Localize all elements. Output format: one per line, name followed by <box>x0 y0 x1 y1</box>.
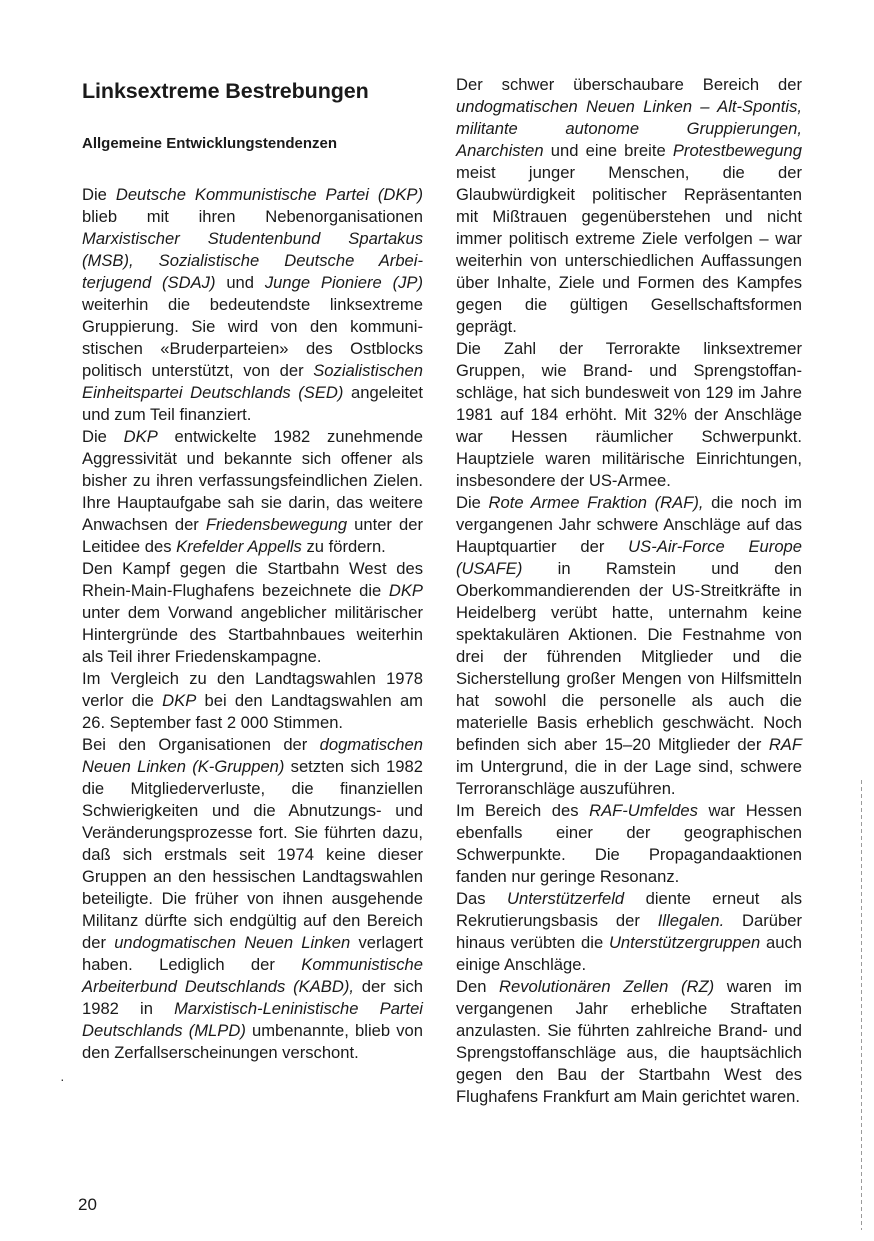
text-run: der sich 1982 in <box>82 977 423 1018</box>
section-subtitle: Allgemeine Entwicklungstendenzen <box>82 135 338 152</box>
italic-text: Revolutionären Zellen (RZ) <box>499 977 715 996</box>
page-title: Linksextreme Bestrebungen <box>82 79 369 103</box>
text-run: in Ramstein und den Oberkommandierenden der US-Streitkräfte in Heidelberg verübt hatte, unternahm keine spektakulären Aktionen. Die Festnahme von drei der führenden Mitglieder und die Sicherstellung großer Mengen von Hilfsmitteln hat sowohl die personelle als auch die materielle Basis erheblich geschwächt. Noch befinden sich aber 15–20 Mitglieder der <box>456 559 802 754</box>
italic-text: Marxistisch-Leninistische Partei Deutschlands (MLPD) <box>82 999 423 1040</box>
text-run: Die <box>456 493 489 512</box>
text-run: Der schwer überschaubare Bereich der <box>456 75 802 94</box>
text-run: zu fördern. <box>301 537 386 556</box>
text-run: waren im vergangenen Jahr erhebliche Straftaten anzulasten. Sie führten zahlreiche Brand- und Sprengstoffanschläge aus, die hauptsächlich gegen den Bau der Startbahn West des Flughafens Frankfurt am Main gerichtet waren. <box>456 977 802 1106</box>
italic-text: Rote Armee Fraktion (RAF), <box>488 493 704 512</box>
text-run: diente erneut als Rekrutierungsbasis der <box>456 889 802 930</box>
text-run: die noch im vergangenen Jahr schwere Anschläge auf das Hauptquartier der <box>456 493 803 556</box>
left-paragraphs <box>82 184 423 1064</box>
text-run: Den Kampf gegen die Startbahn West des Rhein-Main-Flughafens bezeichnete die <box>82 559 423 600</box>
text-run: entwickelte 1982 zunehmende Aggressivität und bekannte sich offener als bisher zu ihren verfassungsfeindlichen Zielen. Ihre Hauptaufgabe sah sie darin, das weitere Anwachsen der <box>82 427 423 534</box>
text-run: Die <box>82 427 124 446</box>
italic-text: dogmatischen Neuen Linken (K-Gruppen) <box>82 735 423 776</box>
text-run: war Hessen ebenfalls einer der geographischen Schwerpunkte. Die Propagandaaktionen fanden nur geringe Resonanz. <box>456 801 802 886</box>
text-run: angeleitet und zum Teil finanziert. <box>82 383 423 424</box>
text-run: und eine breite <box>543 141 673 160</box>
text-run: Den <box>456 977 500 996</box>
italic-text: DKP <box>123 427 158 446</box>
paragraph <box>456 800 802 888</box>
left-column <box>82 74 423 1064</box>
italic-text: Protestbewegung <box>672 141 802 160</box>
paragraph <box>456 492 802 800</box>
italic-text: undogmatischen Neuen Linken – Alt-Spontis, militante autonome Gruppierungen, Anarchisten <box>456 97 802 160</box>
italic-text: Unterstützerfeld <box>506 889 625 908</box>
scan-margin-line <box>861 780 862 1230</box>
margin-mark: · <box>60 1071 65 1087</box>
text-run: Im Vergleich zu den Landtagswahlen 1978 verlor die <box>82 669 423 710</box>
text-run: setzten sich 1982 die Mitgliederverluste, die finanziellen Schwierigkeiten und die Abnutzungs- und Veränderungsprozesse fort. Sie führten dazu, daß sich erstmals seit 1974 keine dieser Gruppen an den hessischen Landtagswahlen beteiligte. Die früher von ihnen ausgehende Militanz dürfte sich endgültig auf den Bereich der <box>82 757 423 952</box>
paragraph <box>82 558 423 668</box>
italic-text: RAF <box>768 735 802 754</box>
right-column <box>456 74 802 1108</box>
text-run: weiterhin die bedeutendste linksextreme Gruppierung. Sie wird von den kommunistischen «Bruderparteien» des Ostblocks politisch unterstützt, von der <box>82 295 423 380</box>
text-run: meist junger Menschen, die der Glaubwürdigkeit politischer Repräsentanten mit Mißtrauen gegenüberstehen und nicht immer politisch extreme Ziele verfolgen – war weiterhin von unterschiedlichen Auffassungen über Inhalte, Ziele und Formen des Kampfes gegen die gültigen Gesellschaftsformen geprägt. <box>456 163 802 336</box>
text-run: unter der Leitidee des <box>82 515 423 556</box>
paragraph <box>82 668 423 734</box>
italic-text: Kommunistische Arbeiterbund Deutschlands (KABD), <box>82 955 423 996</box>
italic-text: DKP <box>162 691 197 710</box>
paragraph <box>456 338 802 492</box>
text-run: und <box>215 273 265 292</box>
text-run: blieb mit ihren Nebenorganisationen <box>82 207 423 226</box>
italic-text: DKP <box>388 581 423 600</box>
italic-text: Marxistischer Studentenbund Spartakus (MSB), Sozialistische Deutsche Arbeiterjugend (SDAJ) <box>82 229 423 292</box>
text-run: verlagert haben. Lediglich der <box>82 933 423 974</box>
text-run: auch einige Anschläge. <box>456 933 802 974</box>
text-run: Darüber hinaus verübten die <box>456 911 802 952</box>
text-run: Im Bereich des <box>456 801 590 820</box>
text-run: Bei den Organisationen der <box>82 735 320 754</box>
italic-text: RAF-Umfeldes <box>589 801 698 820</box>
italic-text: undogmatischen Neuen Linken <box>114 933 351 952</box>
text-run: im Untergrund, die in der Lage sind, schwere Terroranschläge auszuführen. <box>456 757 802 798</box>
paragraph <box>82 734 423 1064</box>
text-run: Die Zahl der Terrorakte linksextremer Gruppen, wie Brand- und Sprengstoffanschläge, hat sich bundesweit von 129 im Jahre 1981 auf 184 erhöht. Mit 32% der Anschläge war Hessen räumlicher Schwerpunkt. Hauptziele waren militärische Einrichtungen, insbesondere der US-Armee. <box>456 339 802 490</box>
text-run: umbenannte, blieb von den Zerfallserscheinungen verschont. <box>82 1021 423 1062</box>
text-run: Die <box>82 185 116 204</box>
paragraph <box>456 74 802 338</box>
text-run: unter dem Vorwand angeblicher militärischer Hintergründe des Startbahnbaues weiterhin als Teil ihrer Friedenskampagne. <box>82 603 423 666</box>
paragraph <box>82 184 423 426</box>
paragraph <box>456 888 802 976</box>
paragraph <box>82 426 423 558</box>
text-run: bei den Landtagswahlen am 26. September fast 2 000 Stimmen. <box>82 691 424 732</box>
italic-text: US-Air-Force Europe (USAFE) <box>456 537 802 578</box>
italic-text: Friedensbewegung <box>205 515 348 534</box>
italic-text: Illegalen. <box>657 911 725 930</box>
text-run: Das <box>456 889 507 908</box>
italic-text: Junge Pioniere (JP) <box>264 273 423 292</box>
page-number: 20 <box>78 1195 97 1214</box>
italic-text: Sozialistischen Einheitspartei Deutschlands (SED) <box>82 361 423 402</box>
right-paragraphs <box>456 74 802 1108</box>
paragraph <box>456 976 802 1108</box>
italic-text: Unterstützergruppen <box>608 933 761 952</box>
italic-text: Krefelder Appells <box>176 537 302 556</box>
italic-text: Deutsche Kommunistische Partei (DKP) <box>115 185 423 204</box>
